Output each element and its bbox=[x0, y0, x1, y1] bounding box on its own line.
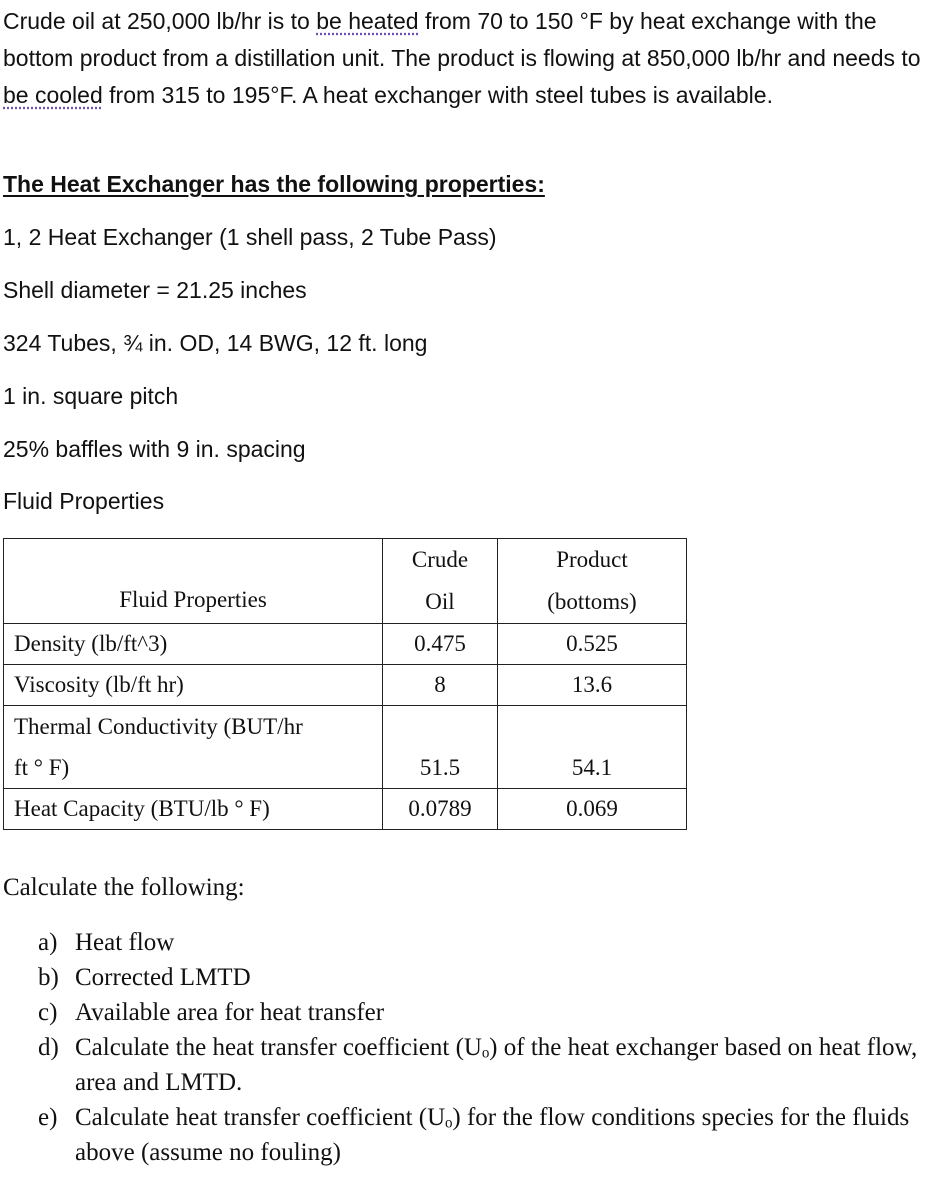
exchanger-type: 1, 2 Heat Exchanger (1 shell pass, 2 Tube Pass) bbox=[3, 224, 497, 250]
product-value-cell: 13.6 bbox=[498, 665, 687, 706]
header-product: Product (bottoms) bbox=[498, 539, 687, 624]
list-marker: e) bbox=[38, 1104, 58, 1131]
table-row bbox=[4, 624, 687, 665]
property-cell: Heat Capacity (BTU/lb ° F) bbox=[4, 789, 383, 830]
fluid-properties-title: Fluid Properties bbox=[3, 488, 165, 514]
list-item-text: Corrected LMTD bbox=[75, 964, 251, 991]
list-item bbox=[38, 960, 918, 995]
table-row bbox=[4, 706, 687, 789]
property-cell: Density (lb/ft^3) bbox=[4, 624, 383, 665]
product-value-cell: 0.525 bbox=[498, 624, 687, 665]
problem-text-part-1: Crude oil at 250,000 lb/hr is to bbox=[3, 8, 317, 34]
list-item bbox=[38, 1030, 918, 1100]
crude-value-cell: 8 bbox=[383, 665, 498, 706]
table-header-row bbox=[4, 539, 687, 624]
fluid-properties-table bbox=[3, 538, 687, 830]
property-cell: Viscosity (lb/ft hr) bbox=[4, 665, 383, 706]
tube-pitch: 1 in. square pitch bbox=[3, 383, 179, 409]
grammar-flag-be-cooled[interactable]: be cooled bbox=[3, 82, 103, 108]
problem-text-part-3: from 315 to 195°F. A heat exchanger with steel tubes is available. bbox=[102, 82, 773, 108]
list-marker: d) bbox=[38, 1034, 59, 1061]
crude-value-cell: 0.475 bbox=[383, 624, 498, 665]
list-item bbox=[38, 1100, 918, 1170]
list-item bbox=[38, 925, 918, 960]
list-item-text: Available area for heat transfer bbox=[75, 999, 385, 1026]
problem-statement bbox=[3, 3, 928, 114]
list-item-text: Heat flow bbox=[75, 929, 175, 956]
header-crude-oil: Crude Oil bbox=[383, 539, 498, 624]
crude-value-cell: 0.0789 bbox=[383, 789, 498, 830]
shell-diameter: Shell diameter = 21.25 inches bbox=[3, 277, 307, 303]
baffle-spec: 25% baffles with 9 in. spacing bbox=[3, 436, 306, 462]
product-value-cell: 54.1 bbox=[498, 706, 687, 789]
heat-exchanger-heading: The Heat Exchanger has the following properties: bbox=[3, 171, 545, 197]
grammar-flag-be-heated[interactable]: be heated bbox=[316, 8, 419, 34]
task-list bbox=[38, 925, 918, 1170]
table-row bbox=[4, 665, 687, 706]
header-property: Fluid Properties bbox=[4, 539, 383, 624]
list-item bbox=[38, 995, 918, 1030]
list-marker: a) bbox=[38, 929, 58, 956]
tube-spec: 324 Tubes, ¾ in. OD, 14 BWG, 12 ft. long bbox=[3, 330, 428, 356]
list-item-text: Calculate the heat transfer coefficient (Uₒ) of the heat exchanger based on heat flow, area and LMTD. bbox=[75, 1034, 918, 1096]
list-marker: c) bbox=[38, 999, 58, 1026]
list-item-text: Calculate heat transfer coefficient (Uₒ) for the flow conditions species for the fluids above (assume no fouling) bbox=[75, 1104, 910, 1166]
product-value-cell: 0.069 bbox=[498, 789, 687, 830]
property-cell: Thermal Conductivity (BUT/hr ft ° F) bbox=[4, 706, 383, 789]
problem-text-part-2: from 70 to 150 °F by heat exchange with the bottom product from a distillation unit. The product is flowing at 850,000 lb/hr and needs to bbox=[3, 8, 921, 71]
table-row bbox=[4, 789, 687, 830]
list-marker: b) bbox=[38, 964, 59, 991]
crude-value-cell: 51.5 bbox=[383, 706, 498, 789]
calculate-title: Calculate the following: bbox=[3, 874, 245, 901]
